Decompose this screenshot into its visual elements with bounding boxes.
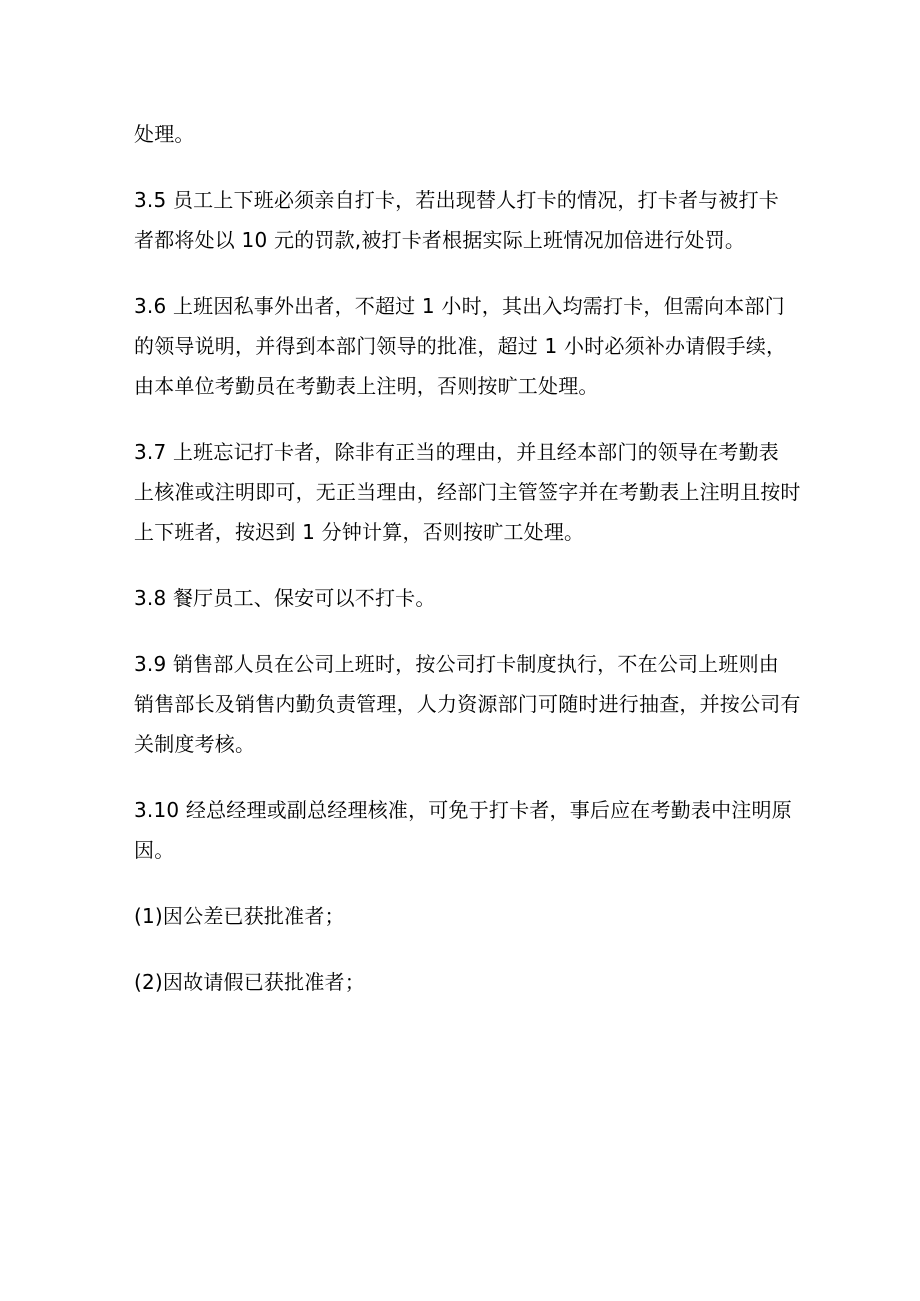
paragraph-3-10 <box>134 790 792 870</box>
paragraph-3-9 <box>134 644 801 764</box>
text-line: 3.9 销售部人员在公司上班时，按公司打卡制度执行，不在公司上班则由 <box>134 652 779 676</box>
text-line: 销售部长及销售内勤负责管理，人力资源部门可随时进行抽查，并按公司有 <box>134 692 801 716</box>
text-line: 处理。 <box>134 122 195 146</box>
text-line: 3.8 餐厅员工、保安可以不打卡。 <box>134 586 436 610</box>
text-line: 3.6 上班因私事外出者，不超过 1 小时，其出入均需打卡，但需向本部门 <box>134 294 785 318</box>
text-line: 由本单位考勤员在考勤表上注明，否则按旷工处理。 <box>134 374 599 398</box>
paragraph-3-7 <box>134 432 801 552</box>
text-line: (2)因故请假已获批准者； <box>134 970 365 994</box>
text-line: (1)因公差已获批准者； <box>134 904 345 928</box>
text-line: 的领导说明，并得到本部门领导的批准，超过 1 小时必须补办请假手续， <box>134 334 787 358</box>
list-item-1 <box>134 896 792 936</box>
text-line: 3.10 经总经理或副总经理核准，可免于打卡者，事后应在考勤表中注明原 <box>134 798 792 822</box>
text-line: 关制度考核。 <box>134 732 256 756</box>
paragraph-continuation <box>134 114 792 154</box>
paragraph-3-6 <box>134 286 792 406</box>
list-item-2 <box>134 962 792 1002</box>
text-line: 上下班者，按迟到 1 分钟计算，否则按旷工处理。 <box>134 520 585 544</box>
text-line: 3.5 员工上下班必须亲自打卡，若出现替人打卡的情况，打卡者与被打卡 <box>134 188 779 212</box>
text-line: 上核准或注明即可，无正当理由，经部门主管签字并在考勤表上注明且按时 <box>134 480 801 504</box>
text-line: 3.7 上班忘记打卡者，除非有正当的理由，并且经本部门的领导在考勤表 <box>134 440 779 464</box>
paragraph-3-5 <box>134 180 792 260</box>
text-line: 者都将处以 10 元的罚款,被打卡者根据实际上班情况加倍进行处罚。 <box>134 228 746 252</box>
paragraph-3-8 <box>134 578 792 618</box>
text-line: 因。 <box>134 838 175 862</box>
